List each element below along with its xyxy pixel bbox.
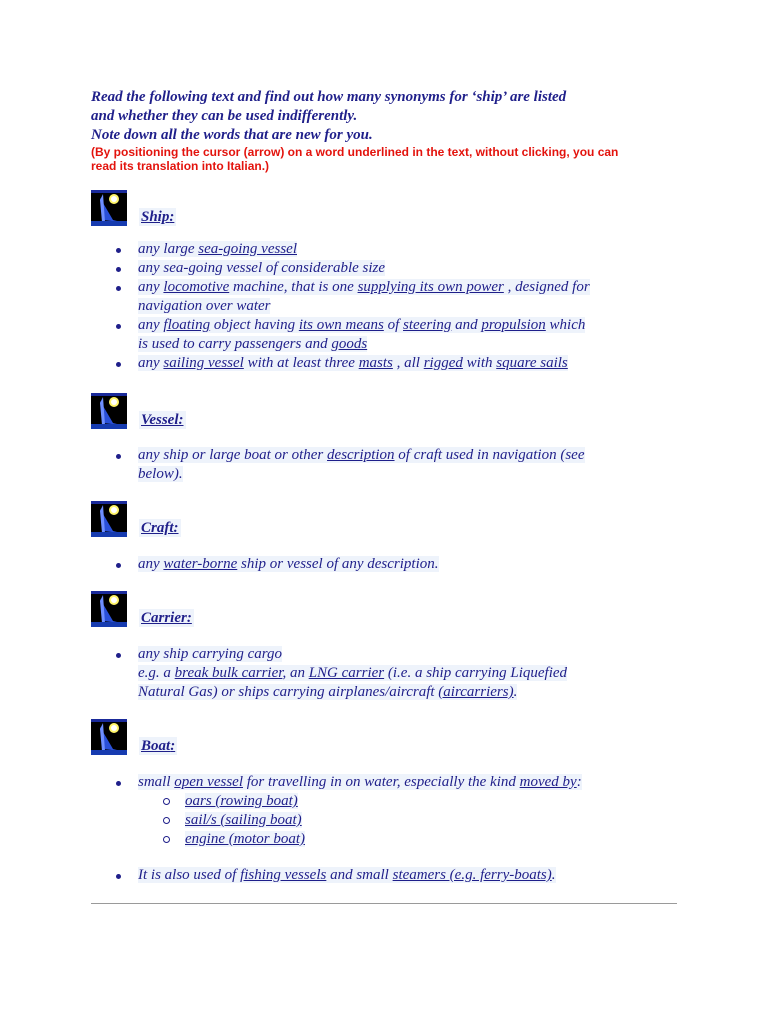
term-link[interactable]: open vessel xyxy=(174,774,243,790)
section-title-ship[interactable]: Ship: xyxy=(141,209,175,225)
term-link[interactable]: supplying its own power xyxy=(357,279,504,295)
term-link[interactable]: steering xyxy=(403,317,452,333)
section-boat xyxy=(91,719,582,885)
section-craft xyxy=(91,501,439,574)
section-vessel xyxy=(91,393,585,484)
section-title-boat[interactable]: Boat: xyxy=(141,738,176,754)
term-link[interactable]: locomotive xyxy=(163,279,230,295)
list-item: any ship or large boat or other description of craft used in navigation (see below). xyxy=(91,446,585,484)
ship-night-icon xyxy=(91,393,127,429)
ship-definitions xyxy=(91,240,590,373)
term-link[interactable]: floating xyxy=(163,317,211,333)
term-link[interactable]: rigged xyxy=(423,355,463,371)
term-link[interactable]: (aircarriers) xyxy=(438,684,514,700)
term-link[interactable]: square sails xyxy=(496,355,568,371)
list-item: any ship carrying cargo e.g. a break bulk carrier, an LNG carrier (i.e. a ship carrying Liquefied Natural Gas) or ships carrying airplanes/aircraft (aircarriers). xyxy=(91,645,567,702)
instruction-line-1: Read the following text and find out how many synonyms for ‘ship’ are listed xyxy=(91,89,567,105)
carrier-definitions xyxy=(91,645,567,702)
ship-night-icon xyxy=(91,591,127,627)
section-carrier xyxy=(91,591,567,702)
list-item: any locomotive machine, that is one supplying its own power , designed for navigation over water xyxy=(91,278,590,316)
term-link[interactable]: oars (rowing boat) xyxy=(185,793,298,809)
section-ship xyxy=(91,190,590,373)
term-link[interactable]: propulsion xyxy=(481,317,546,333)
term-link[interactable]: sea-going vessel xyxy=(198,241,297,257)
instructions xyxy=(91,88,691,173)
craft-definitions xyxy=(91,555,439,574)
boat-propulsion-list xyxy=(138,792,582,849)
term-link[interactable]: LNG carrier xyxy=(308,665,385,681)
term-link[interactable]: sailing vessel xyxy=(163,355,244,371)
term-link[interactable]: moved by xyxy=(519,774,577,790)
term-link[interactable]: its own means xyxy=(298,317,384,333)
translation-note-2: read its translation into Italian.) xyxy=(91,159,270,173)
list-item: any water-borne ship or vessel of any description. xyxy=(91,555,439,574)
term-link[interactable]: sail/s (sailing boat) xyxy=(185,812,302,828)
translation-note-1: (By positioning the cursor (arrow) on a word underlined in the text, without clicking, you can xyxy=(91,145,619,159)
term-link[interactable]: goods xyxy=(331,336,368,352)
list-item: small open vessel for travelling in on water, especially the kind moved by: oars (rowing boat) sail/s (sailing boat) engine (motor boat) xyxy=(91,773,582,849)
term-link[interactable]: steamers (e.g. ferry-boats) xyxy=(392,867,552,883)
section-title-carrier[interactable]: Carrier: xyxy=(141,610,192,626)
vessel-definitions xyxy=(91,446,585,484)
ship-night-icon xyxy=(91,719,127,755)
ship-night-icon xyxy=(91,190,127,226)
term-link[interactable]: water-borne xyxy=(163,556,238,572)
list-item: any floating object having its own means of steering and propulsion which is used to carry passengers and goods xyxy=(91,316,590,354)
ship-night-icon xyxy=(91,501,127,537)
instruction-line-2: and whether they can be used indifferently. xyxy=(91,108,358,124)
sub-list-item xyxy=(138,792,582,811)
boat-definitions xyxy=(91,773,582,885)
list-item: any large sea-going vessel xyxy=(91,240,590,259)
list-item: any sailing vessel with at least three masts , all rigged with square sails xyxy=(91,354,590,373)
term-link[interactable]: description xyxy=(327,447,395,463)
section-title-vessel[interactable]: Vessel: xyxy=(141,412,184,428)
horizontal-rule xyxy=(91,903,677,904)
instruction-line-3: Note down all the words that are new for you. xyxy=(91,127,373,143)
term-link[interactable]: break bulk carrier xyxy=(174,665,283,681)
term-link[interactable]: masts xyxy=(358,355,393,371)
term-link[interactable]: engine (motor boat) xyxy=(185,831,305,847)
sub-list-item xyxy=(138,830,582,849)
section-title-craft[interactable]: Craft: xyxy=(141,520,179,536)
list-item: any sea-going vessel of considerable size xyxy=(91,259,590,278)
sub-list-item xyxy=(138,811,582,830)
term-link[interactable]: fishing vessels xyxy=(240,867,327,883)
list-item: It is also used of fishing vessels and small steamers (e.g. ferry-boats). xyxy=(91,866,582,885)
